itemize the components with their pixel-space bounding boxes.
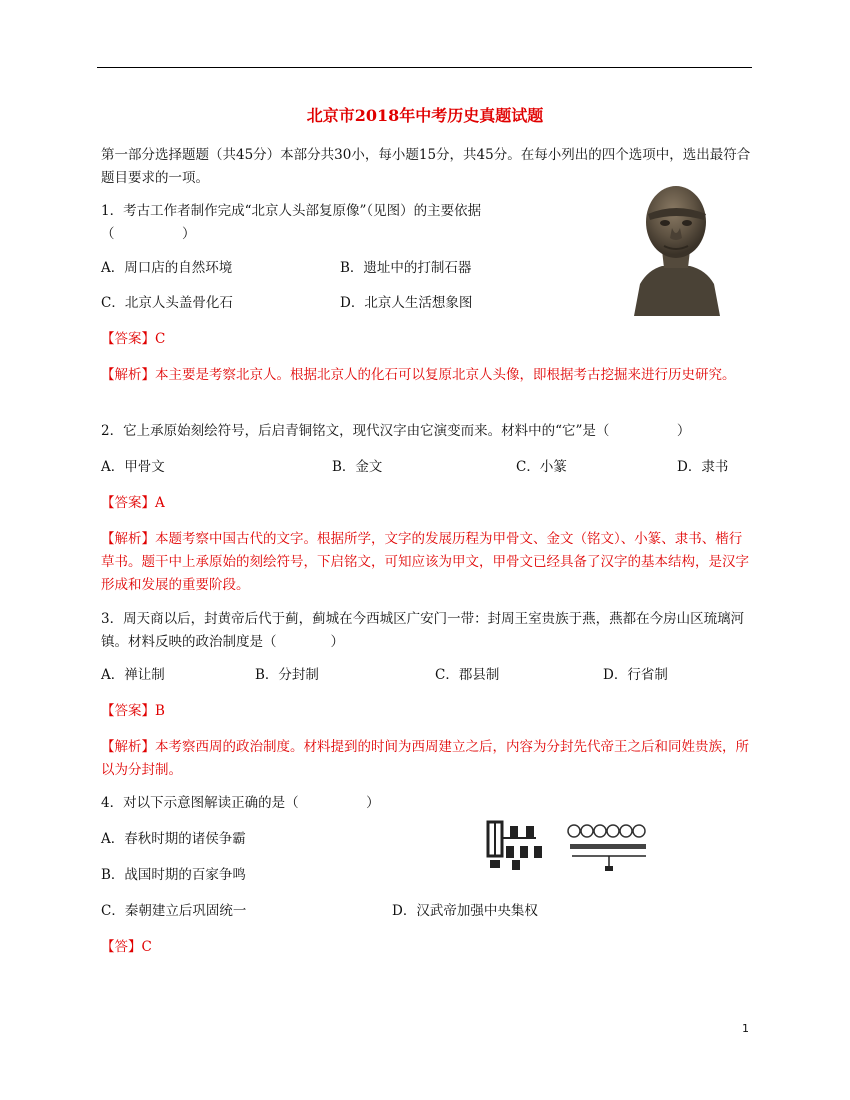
q4-option-b: B．战国时期的百家争鸣 bbox=[101, 867, 246, 883]
q1-option-d: D．北京人生活想象图 bbox=[340, 295, 473, 311]
q2-stem: 2．它上承原始刻绘符号，后启青铜铭文，现代汉字由它演变而来。材料中的“它”是（ ） bbox=[101, 423, 691, 439]
q2-analysis: 【解析】本题考察中国古代的文字。根据所学，文字的发展历程为甲骨文、金文（铭文）、小篆、隶书、楷行草书。题干中上承原始的刻绘符号，下启铭文，可知应该为甲文，甲骨文已经具备了汉字的基本结构，是汉字形成和发展的重要阶段。 bbox=[101, 531, 749, 593]
q3-option-a: A．禅让制 bbox=[101, 667, 165, 683]
q4-option-d: D．汉武帝加强中央集权 bbox=[392, 903, 538, 919]
q4-answer: 【答】C bbox=[101, 939, 152, 955]
q3-answer: 【答案】B bbox=[101, 703, 165, 719]
q1-option-a: A．周口店的自然环境 bbox=[101, 260, 233, 276]
header-rule bbox=[97, 67, 752, 68]
q4-option-c: C．秦朝建立后巩固统一 bbox=[101, 903, 247, 919]
q1-option-c: C．北京人头盖骨化石 bbox=[101, 295, 233, 311]
q2-option-c: C．小篆 bbox=[516, 459, 567, 475]
q1-stem bbox=[101, 200, 621, 246]
intro-paragraph: 第一部分选择题题（共45分）本部分共30小，每小题15分，共45分。在每小列出的四个选项中，选出最符合题目要求的一项。 bbox=[101, 147, 751, 186]
q3-option-d: D．行省制 bbox=[603, 667, 668, 683]
q4-option-a: A．春秋时期的诸侯争霸 bbox=[101, 831, 246, 847]
bureaucracy-diagram-image bbox=[486, 818, 546, 872]
hierarchy-diagram-image bbox=[566, 822, 652, 874]
q3-stem: 3．周天商以后，封黄帝后代于蓟，蓟城在今西城区广安门一带：封周王室贵族于燕，燕都在今房山区琉璃河镇。材料反映的政治制度是（ ） bbox=[101, 611, 745, 650]
q1-blank: （ ） bbox=[101, 226, 196, 242]
q3-analysis: 【解析】本考察西周的政治制度。材料提到的时间为西周建立之后，内容为分封先代帝王之后和同姓贵族，所以为分封制。 bbox=[101, 739, 749, 778]
q4-stem: 4．对以下示意图解读正确的是（ ） bbox=[101, 795, 380, 811]
q1-stem-text: 1．考古工作者制作完成“北京人头部复原像”（见图）的主要依据 bbox=[101, 203, 482, 219]
q3-option-c: C．郡县制 bbox=[435, 667, 500, 683]
q1-analysis: 【解析】本主要是考察北京人。根据北京人的化石可以复原北京人头像，即根据考古挖掘来进行历史研究。 bbox=[101, 367, 736, 383]
q2-option-b: B．金文 bbox=[332, 459, 383, 475]
page-number: 1 bbox=[742, 1022, 749, 1035]
q3-option-b: B．分封制 bbox=[255, 667, 319, 683]
q2-option-d: D．隶书 bbox=[677, 459, 729, 475]
q1-answer: 【答案】C bbox=[101, 331, 166, 347]
peking-man-bust-image bbox=[626, 180, 726, 316]
page-title: 北京市2018年中考历史真题试题 bbox=[306, 106, 544, 125]
q2-option-a: A．甲骨文 bbox=[101, 459, 165, 475]
q1-option-b: B．遗址中的打制石器 bbox=[340, 260, 472, 276]
q2-answer: 【答案】A bbox=[101, 495, 165, 511]
